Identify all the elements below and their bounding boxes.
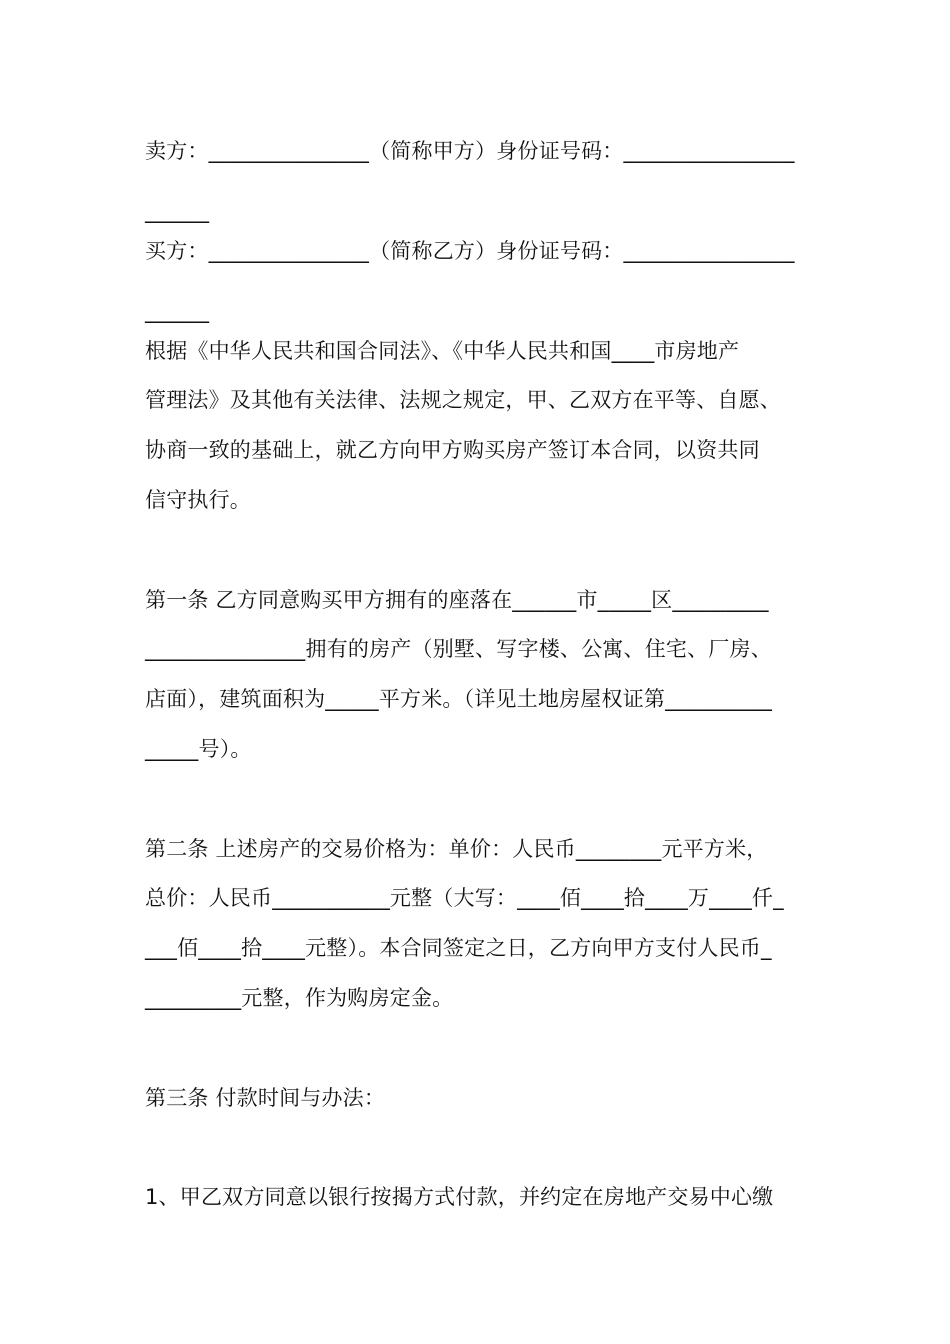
article-2-line-4: _________元整，作为购房定金。 bbox=[145, 986, 454, 1010]
article-2-line-3: ___佰____拾____元整）。本合同签定之日，乙方向甲方支付人民币_ bbox=[145, 936, 772, 960]
article-1-line-1: 第一条 乙方同意购买甲方拥有的座落在______市_____区_________ bbox=[145, 588, 769, 612]
intro-line-3: 协商一致的基础上，就乙方向甲方购买房产签订本合同，以资共同 bbox=[145, 438, 760, 462]
article-1-line-2: _______________拥有的房产（别墅、写字楼、公寓、住宅、厂房、 bbox=[145, 637, 772, 661]
article-3-item-1-line-1: 1、甲乙双方同意以银行按揭方式付款，并约定在房地产交易中心缴 bbox=[145, 1185, 774, 1209]
article-2-line-2: 总价：人民币___________元整（大写：____佰____拾____万____仟_ bbox=[145, 886, 784, 910]
buyer-line: 买方：_______________（简称乙方）身份证号码：________________ bbox=[145, 239, 795, 263]
intro-line-2: 管理法》及其他有关法律、法规之规定，甲、乙双方在平等、自愿、 bbox=[145, 388, 781, 412]
buyer-line-continuation: ______ bbox=[145, 299, 210, 323]
article-1-line-3: 店面），建筑面积为_____平方米。（详见土地房屋权证第__________ bbox=[145, 687, 773, 711]
article-1-line-4: _____号）。 bbox=[145, 737, 252, 761]
seller-line: 卖方：_______________（简称甲方）身份证号码：________________ bbox=[145, 139, 795, 163]
article-2-line-1: 第二条 上述房产的交易价格为：单价：人民币________元平方米， bbox=[145, 837, 768, 861]
article-3-heading: 第三条 付款时间与办法： bbox=[145, 1086, 386, 1110]
intro-line-1: 根据《中华人民共和国合同法》、《中华人民共和国____市房地产 bbox=[145, 339, 740, 363]
intro-line-4: 信守执行。 bbox=[145, 488, 251, 512]
seller-line-continuation: ______ bbox=[145, 199, 210, 223]
